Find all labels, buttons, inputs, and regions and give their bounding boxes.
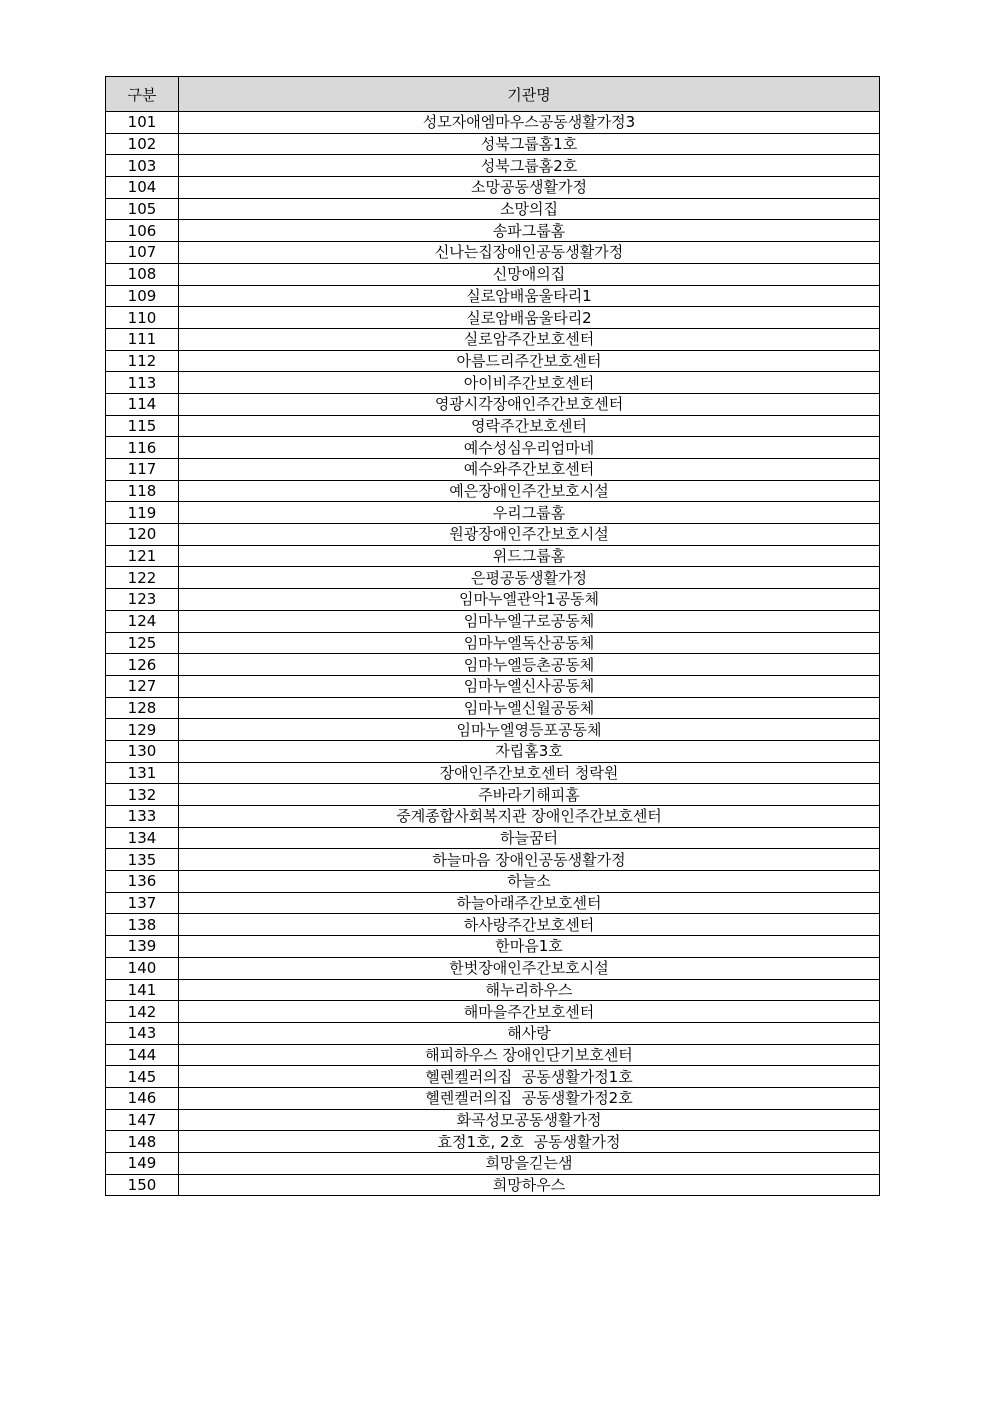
table-row <box>106 914 880 936</box>
institution-name: 은평공동생활가정 <box>179 567 880 589</box>
header-category: 구분 <box>106 77 179 112</box>
institution-name: 소망공동생활가정 <box>179 177 880 199</box>
row-number: 115 <box>106 415 179 437</box>
row-number: 111 <box>106 328 179 350</box>
institution-name: 임마누엘관악1공동체 <box>179 589 880 611</box>
institution-name: 임마누엘구로공동체 <box>179 610 880 632</box>
institution-name: 영광시각장애인주간보호센터 <box>179 393 880 415</box>
institution-name: 하사랑주간보호센터 <box>179 914 880 936</box>
table-row <box>106 177 880 199</box>
row-number: 127 <box>106 675 179 697</box>
header-institution-name: 기관명 <box>179 77 880 112</box>
row-number: 102 <box>106 133 179 155</box>
table-row <box>106 415 880 437</box>
table-row <box>106 957 880 979</box>
table-row <box>106 784 880 806</box>
table-row <box>106 133 880 155</box>
institution-name: 하늘마음 장애인공동생활가정 <box>179 849 880 871</box>
table-row <box>106 979 880 1001</box>
institution-name: 자립홈3호 <box>179 740 880 762</box>
row-number: 131 <box>106 762 179 784</box>
table-row <box>106 1109 880 1131</box>
institution-name: 예수와주간보호센터 <box>179 459 880 481</box>
table-row <box>106 545 880 567</box>
row-number: 137 <box>106 892 179 914</box>
table-row <box>106 1131 880 1153</box>
institution-name: 해피하우스 장애인단기보호센터 <box>179 1044 880 1066</box>
row-number: 133 <box>106 806 179 828</box>
row-number: 138 <box>106 914 179 936</box>
table-row <box>106 806 880 828</box>
row-number: 117 <box>106 459 179 481</box>
institution-name: 임마누엘신사공동체 <box>179 675 880 697</box>
institution-table-container <box>105 76 879 1196</box>
table-row <box>106 1044 880 1066</box>
table-row <box>106 740 880 762</box>
row-number: 135 <box>106 849 179 871</box>
institution-name: 실로암주간보호센터 <box>179 328 880 350</box>
institution-name: 원광장애인주간보호시설 <box>179 524 880 546</box>
institution-name: 희망하우스 <box>179 1174 880 1196</box>
table-row <box>106 220 880 242</box>
table-row <box>106 719 880 741</box>
institution-name: 화곡성모공동생활가정 <box>179 1109 880 1131</box>
institution-name: 해마을주간보호센터 <box>179 1001 880 1023</box>
table-row <box>106 567 880 589</box>
row-number: 106 <box>106 220 179 242</box>
table-row <box>106 697 880 719</box>
table-row <box>106 1174 880 1196</box>
institution-name: 예수성심우리엄마네 <box>179 437 880 459</box>
institution-name: 해누리하우스 <box>179 979 880 1001</box>
institution-name: 임마누엘등촌공동체 <box>179 654 880 676</box>
row-number: 144 <box>106 1044 179 1066</box>
row-number: 110 <box>106 307 179 329</box>
table-row <box>106 393 880 415</box>
row-number: 108 <box>106 263 179 285</box>
institution-table <box>105 76 880 1196</box>
table-row <box>106 849 880 871</box>
table-row <box>106 285 880 307</box>
row-number: 119 <box>106 502 179 524</box>
row-number: 116 <box>106 437 179 459</box>
row-number: 143 <box>106 1022 179 1044</box>
table-header-row <box>106 77 880 112</box>
row-number: 109 <box>106 285 179 307</box>
row-number: 149 <box>106 1153 179 1175</box>
institution-name: 실로암배움울타리2 <box>179 307 880 329</box>
row-number: 125 <box>106 632 179 654</box>
row-number: 129 <box>106 719 179 741</box>
row-number: 114 <box>106 393 179 415</box>
institution-name: 주바라기해피홈 <box>179 784 880 806</box>
table-row <box>106 155 880 177</box>
table-body <box>106 112 880 1196</box>
row-number: 148 <box>106 1131 179 1153</box>
row-number: 145 <box>106 1066 179 1088</box>
table-row <box>106 892 880 914</box>
institution-name: 아름드리주간보호센터 <box>179 350 880 372</box>
table-row <box>106 632 880 654</box>
institution-name: 하늘아래주간보호센터 <box>179 892 880 914</box>
row-number: 139 <box>106 936 179 958</box>
institution-name: 성모자애엠마우스공동생활가정3 <box>179 112 880 134</box>
row-number: 136 <box>106 871 179 893</box>
row-number: 121 <box>106 545 179 567</box>
table-row <box>106 198 880 220</box>
row-number: 147 <box>106 1109 179 1131</box>
table-row <box>106 1001 880 1023</box>
table-row <box>106 242 880 264</box>
row-number: 120 <box>106 524 179 546</box>
institution-name: 한마음1호 <box>179 936 880 958</box>
table-row <box>106 307 880 329</box>
table-row <box>106 871 880 893</box>
institution-name: 해사랑 <box>179 1022 880 1044</box>
institution-name: 실로암배움울타리1 <box>179 285 880 307</box>
table-row <box>106 1022 880 1044</box>
row-number: 150 <box>106 1174 179 1196</box>
table-row <box>106 480 880 502</box>
institution-name: 성북그룹홈2호 <box>179 155 880 177</box>
table-row <box>106 1153 880 1175</box>
row-number: 140 <box>106 957 179 979</box>
table-row <box>106 936 880 958</box>
table-row <box>106 827 880 849</box>
institution-name: 한벗장애인주간보호시설 <box>179 957 880 979</box>
table-row <box>106 328 880 350</box>
table-row <box>106 263 880 285</box>
table-row <box>106 1087 880 1109</box>
table-row <box>106 610 880 632</box>
institution-name: 신망애의집 <box>179 263 880 285</box>
table-row <box>106 762 880 784</box>
institution-name: 효정1호, 2호 공동생활가정 <box>179 1131 880 1153</box>
table-row <box>106 502 880 524</box>
institution-name: 장애인주간보호센터 청락원 <box>179 762 880 784</box>
institution-name: 소망의집 <box>179 198 880 220</box>
table-row <box>106 350 880 372</box>
institution-name: 하늘소 <box>179 871 880 893</box>
institution-name: 영락주간보호센터 <box>179 415 880 437</box>
row-number: 146 <box>106 1087 179 1109</box>
row-number: 123 <box>106 589 179 611</box>
institution-name: 희망을긷는샘 <box>179 1153 880 1175</box>
institution-name: 아이비주간보호센터 <box>179 372 880 394</box>
table-row <box>106 372 880 394</box>
row-number: 142 <box>106 1001 179 1023</box>
institution-name: 위드그룹홈 <box>179 545 880 567</box>
table-row <box>106 589 880 611</box>
row-number: 105 <box>106 198 179 220</box>
institution-name: 헬렌켈러의집 공동생활가정1호 <box>179 1066 880 1088</box>
row-number: 126 <box>106 654 179 676</box>
table-row <box>106 112 880 134</box>
table-row <box>106 437 880 459</box>
row-number: 103 <box>106 155 179 177</box>
row-number: 104 <box>106 177 179 199</box>
row-number: 122 <box>106 567 179 589</box>
institution-name: 헬렌켈러의집 공동생활가정2호 <box>179 1087 880 1109</box>
row-number: 130 <box>106 740 179 762</box>
table-row <box>106 675 880 697</box>
institution-name: 예은장애인주간보호시설 <box>179 480 880 502</box>
row-number: 112 <box>106 350 179 372</box>
row-number: 118 <box>106 480 179 502</box>
institution-name: 임마누엘영등포공동체 <box>179 719 880 741</box>
institution-name: 성북그룹홈1호 <box>179 133 880 155</box>
institution-name: 임마누엘신월공동체 <box>179 697 880 719</box>
institution-name: 임마누엘독산공동체 <box>179 632 880 654</box>
row-number: 128 <box>106 697 179 719</box>
row-number: 134 <box>106 827 179 849</box>
table-row <box>106 524 880 546</box>
table-row <box>106 459 880 481</box>
institution-name: 중계종합사회복지관 장애인주간보호센터 <box>179 806 880 828</box>
row-number: 101 <box>106 112 179 134</box>
institution-name: 우리그룹홈 <box>179 502 880 524</box>
row-number: 113 <box>106 372 179 394</box>
row-number: 124 <box>106 610 179 632</box>
row-number: 132 <box>106 784 179 806</box>
institution-name: 송파그룹홈 <box>179 220 880 242</box>
row-number: 141 <box>106 979 179 1001</box>
table-row <box>106 1066 880 1088</box>
institution-name: 하늘꿈터 <box>179 827 880 849</box>
institution-name: 신나는집장애인공동생활가정 <box>179 242 880 264</box>
row-number: 107 <box>106 242 179 264</box>
table-row <box>106 654 880 676</box>
